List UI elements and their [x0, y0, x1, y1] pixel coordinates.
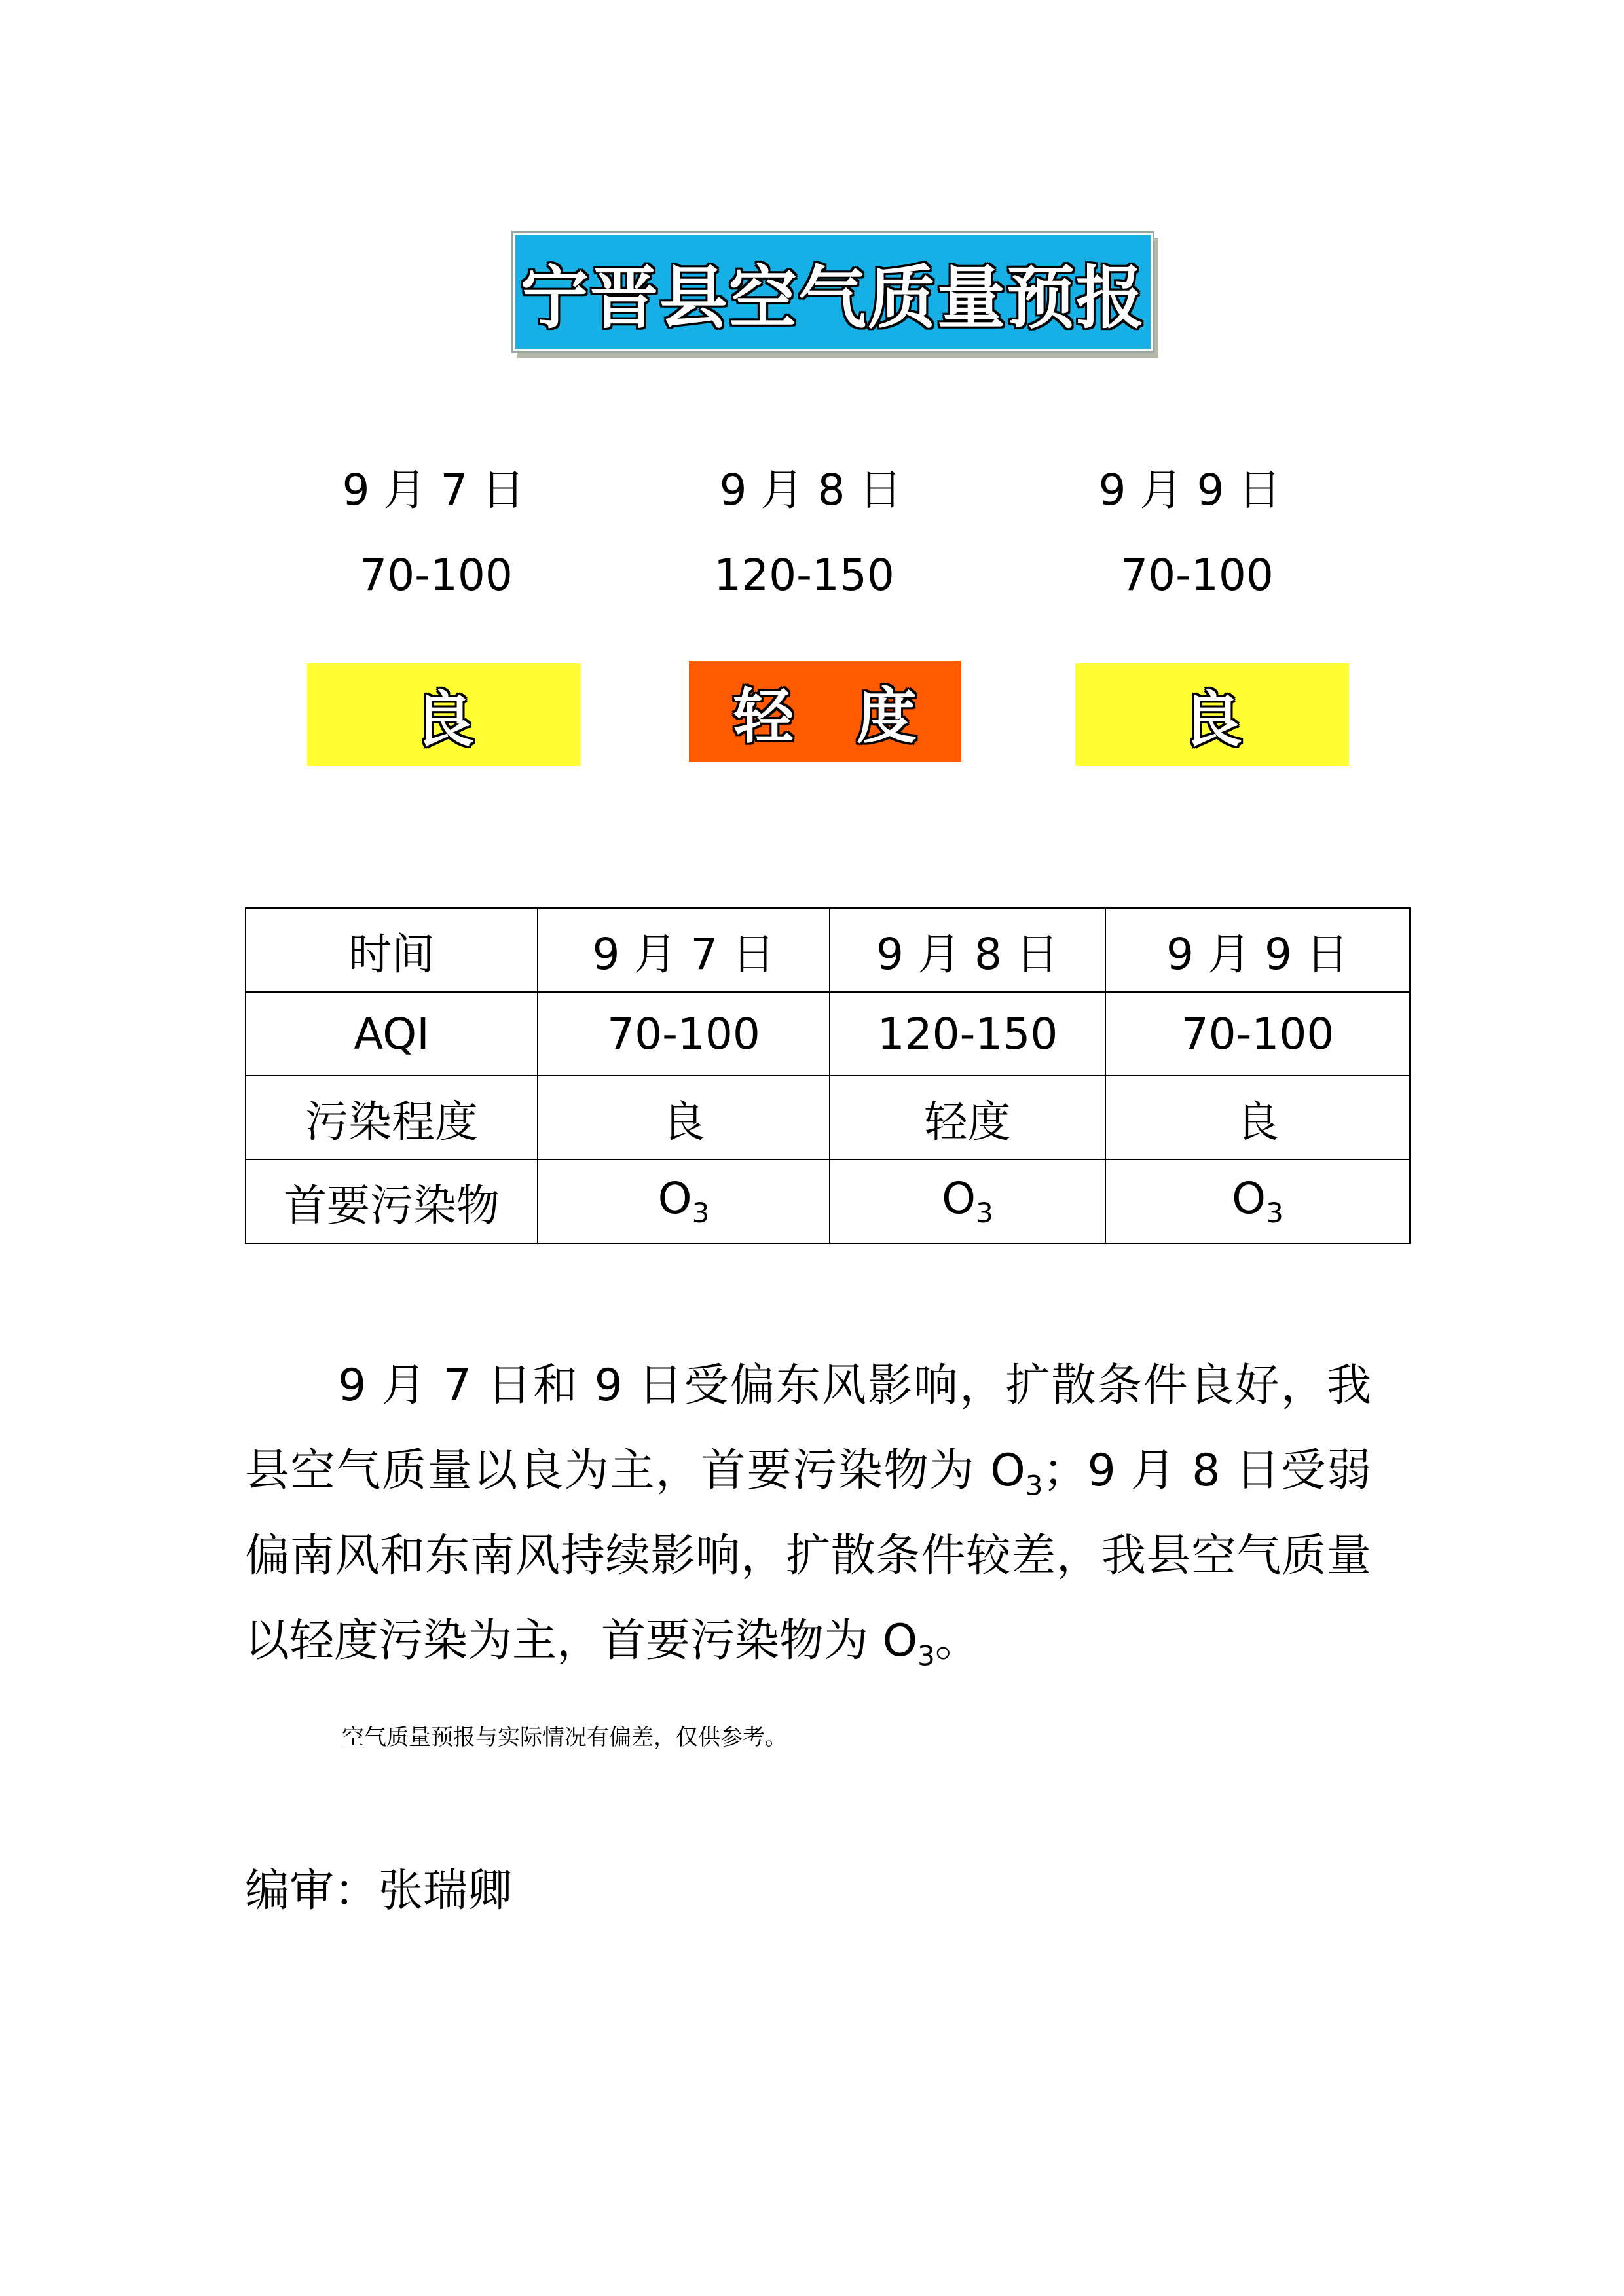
table-cell: 良 [538, 1076, 830, 1159]
editor-credit: 编审：张瑞卿 [245, 1865, 513, 1917]
table-cell: $O_3$ [538, 1159, 830, 1243]
level-badge-2 [689, 661, 961, 762]
level-badge-text: 良 [1181, 684, 1242, 755]
aqi-table [245, 907, 1411, 1244]
forecast-date-3: 9 月 9 日 [1098, 465, 1282, 515]
forecast-date-2: 9 月 8 日 [719, 465, 902, 515]
forecast-description: 9 月 7 日和 9 日受偏东风影响，扩散条件良好，我县空气质量以良为主，首要污染物为 $O_3$；9 月 8 日受弱偏南风和东南风持续影响，扩散条件较差，我县空气质量以轻度污染为主，首要污染物为 $O_3$。 [245, 1360, 1371, 1672]
table-row [246, 908, 1410, 992]
forecast-aqi-1: 70-100 [360, 550, 513, 600]
level-badge-3 [1075, 663, 1349, 766]
table-row [246, 1159, 1410, 1243]
table-row [246, 1076, 1410, 1159]
row-label-time: 时间 [246, 908, 538, 992]
level-badge-1 [307, 663, 581, 766]
table-cell: 120-150 [830, 992, 1105, 1076]
table-cell: 9 月 9 日 [1105, 908, 1410, 992]
page-title: 宁晋县空气质量预报 [520, 258, 1145, 338]
row-label-pollutant: 首要污染物 [246, 1159, 538, 1243]
disclaimer-note: 空气质量预报与实际情况有偏差，仅供参考。 [342, 1724, 787, 1751]
table-cell: 轻度 [830, 1076, 1105, 1159]
table-cell: 9 月 8 日 [830, 908, 1105, 992]
level-badge-text: 良 [413, 684, 474, 755]
level-badge-text: 轻 度 [733, 681, 917, 752]
table-cell: 良 [1105, 1076, 1410, 1159]
forecast-aqi-2: 120-150 [714, 550, 895, 600]
table-cell: $O_3$ [1105, 1159, 1410, 1243]
table-cell: 70-100 [538, 992, 830, 1076]
table-cell: 9 月 7 日 [538, 908, 830, 992]
table-cell: $O_3$ [830, 1159, 1105, 1243]
row-label-level: 污染程度 [246, 1076, 538, 1159]
row-label-aqi: AQI [246, 992, 538, 1076]
forecast-aqi-3: 70-100 [1120, 550, 1274, 600]
title-banner [513, 233, 1153, 351]
table-cell: 70-100 [1105, 992, 1410, 1076]
forecast-date-1: 9 月 7 日 [342, 465, 525, 515]
table-row [246, 992, 1410, 1076]
